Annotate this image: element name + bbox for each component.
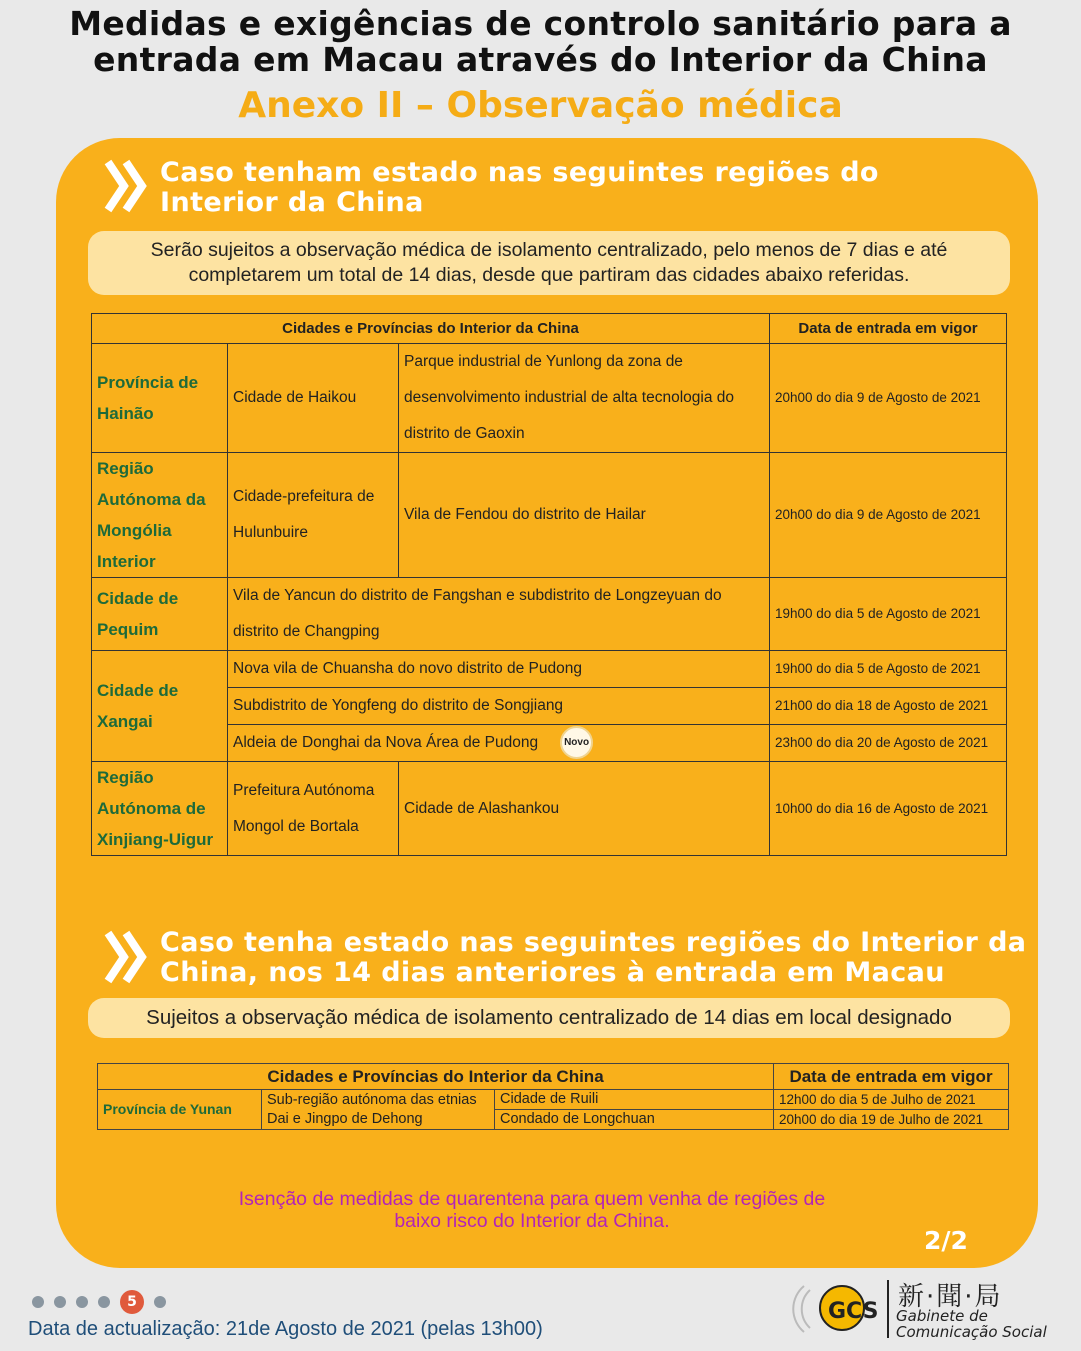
logo-divider <box>887 1280 889 1338</box>
section1-note: Serão sujeitos a observação médica de isolamento centralizado, pelo menos de 7 dias e até completarem um total de 14 dias, desde que partiram das cidades abaixo referidas. <box>88 231 1010 295</box>
area-cell: Vila de Yancun do distrito de Fangshan e subdistrito de Longzeyuan do distrito de Changping <box>228 578 770 651</box>
section1-heading: Caso tenham estado nas seguintes regiões do Interior da China <box>160 157 879 218</box>
table-row <box>92 725 1007 762</box>
table-row <box>92 344 1007 453</box>
city-cell: Cidade de Haikou <box>228 344 399 453</box>
table-row <box>92 651 1007 688</box>
date-cell: 20h00 do dia 9 de Agosto de 2021 <box>770 453 1007 578</box>
annex-title: Anexo II – Observação médica <box>238 85 843 126</box>
city-cell: Cidade de Ruili <box>495 1090 774 1110</box>
gcs-logo <box>790 1272 1070 1344</box>
title-line-1: Medidas e exigências de controlo sanitário para a <box>69 4 1012 43</box>
table-row <box>92 453 1007 578</box>
date-cell: 23h00 do dia 20 de Agosto de 2021 <box>770 725 1007 762</box>
logo-name: Gabinete de Comunicação Social <box>896 1307 1047 1341</box>
area-cell <box>228 725 770 762</box>
logo-chinese: 新·聞·局 <box>898 1282 1003 1312</box>
col-header-date: Data de entrada em vigor <box>770 314 1007 344</box>
date-cell: 21h00 do dia 18 de Agosto de 2021 <box>770 688 1007 725</box>
area-cell: Parque industrial de Yunlong da zona de desenvolvimento industrial de alta tecnologia do distrito de Gaoxin <box>399 344 770 453</box>
gcs-logo-mark-icon <box>790 1272 886 1344</box>
province-cell: Província de Yunan <box>98 1090 262 1130</box>
city-cell: Cidade-prefeitura de Hulunbuire <box>228 453 399 578</box>
area-cell: Subdistrito de Yongfeng do distrito de Songjiang <box>228 688 770 725</box>
pagination-dot[interactable] <box>54 1296 66 1308</box>
double-chevron-icon <box>104 929 148 985</box>
section1-table <box>91 313 1007 856</box>
province-cell: Província de Hainão <box>92 344 228 453</box>
update-date: Data de actualização: 21de Agosto de 2021 (pelas 13h00) <box>28 1318 543 1340</box>
pagination-dots <box>32 1290 176 1314</box>
date-cell: 10h00 do dia 16 de Agosto de 2021 <box>770 762 1007 856</box>
area-cell: Nova vila de Chuansha do novo distrito de Pudong <box>228 651 770 688</box>
col-header-places: Cidades e Províncias do Interior da China <box>92 314 770 344</box>
table-header-row <box>98 1064 1009 1090</box>
double-chevron-icon <box>104 158 148 214</box>
title-line-2: entrada em Macau através do Interior da China <box>93 40 988 79</box>
pagination-dot[interactable] <box>98 1296 110 1308</box>
area-cell: Vila de Fendou do distrito de Hailar <box>399 453 770 578</box>
date-cell: 12h00 do dia 5 de Julho de 2021 <box>774 1090 1009 1110</box>
page-indicator: 2/2 <box>924 1226 968 1255</box>
table-row <box>92 578 1007 651</box>
pagination-dot[interactable] <box>154 1296 166 1308</box>
svg-text:GCS: GCS <box>828 1299 879 1324</box>
table-header-row <box>92 314 1007 344</box>
city-cell: Condado de Longchuan <box>495 1110 774 1130</box>
section2-table <box>97 1063 1009 1130</box>
section2-note: Sujeitos a observação médica de isolamento centralizado de 14 dias em local designado <box>88 998 1010 1038</box>
section2-heading: Caso tenha estado nas seguintes regiões do Interior da China, nos 14 dias anteriores à entrada em Macau <box>160 927 1027 988</box>
table-row <box>92 688 1007 725</box>
pagination-dot[interactable] <box>76 1296 88 1308</box>
exemption-note: Isenção de medidas de quarentena para quem venha de regiões de baixo risco do Interior da China. <box>238 1188 826 1232</box>
area-text: Aldeia de Donghai da Nova Área de Pudong <box>233 734 539 751</box>
city-cell: Prefeitura Autónoma Mongol de Bortala <box>228 762 399 856</box>
date-cell: 19h00 do dia 5 de Agosto de 2021 <box>770 651 1007 688</box>
subregion-cell: Sub-região autónoma das etnias Dai e Jingpo de Dehong <box>262 1090 495 1130</box>
date-cell: 19h00 do dia 5 de Agosto de 2021 <box>770 578 1007 651</box>
date-cell: 20h00 do dia 19 de Julho de 2021 <box>774 1110 1009 1130</box>
pagination-dot-current[interactable]: 5 <box>120 1290 144 1314</box>
col-header-date: Data de entrada em vigor <box>774 1064 1009 1090</box>
province-cell: Cidade de Pequim <box>92 578 228 651</box>
table-row <box>98 1090 1009 1110</box>
province-cell: Região Autónoma da Mongólia Interior <box>92 453 228 578</box>
col-header-places: Cidades e Províncias do Interior da China <box>98 1064 774 1090</box>
pagination-dot[interactable] <box>32 1296 44 1308</box>
new-badge: Novo <box>560 726 593 759</box>
province-cell: Cidade de Xangai <box>92 651 228 762</box>
table-row <box>92 762 1007 856</box>
date-cell: 20h00 do dia 9 de Agosto de 2021 <box>770 344 1007 453</box>
area-cell: Cidade de Alashankou <box>399 762 770 856</box>
province-cell: Região Autónoma de Xinjiang-Uigur <box>92 762 228 856</box>
